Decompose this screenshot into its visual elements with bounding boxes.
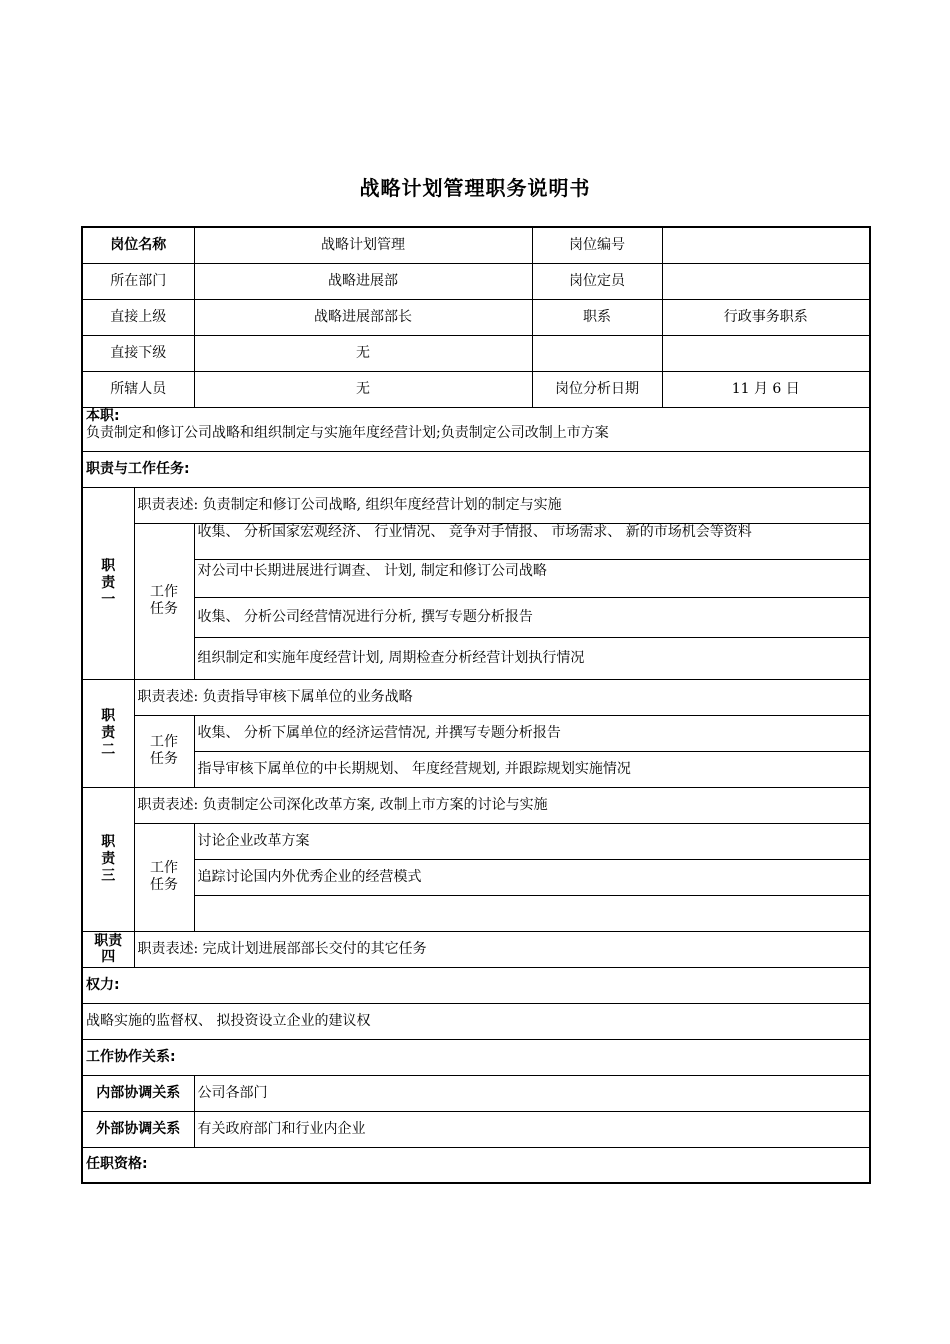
duty-2-task-2: 指导审核下属单位的中长期规划、 年度经营规划, 并跟踪规划实施情况 [194, 751, 870, 787]
duty-3-task-2: 追踪讨论国内外优秀企业的经营模式 [194, 859, 870, 895]
duty-1-task-label [134, 523, 194, 679]
position-code-label: 岗位编号 [532, 227, 662, 263]
duty-3-task-1: 讨论企业改革方案 [194, 823, 870, 859]
position-code-value [662, 227, 870, 263]
duty-2-label [82, 679, 134, 787]
qualification-heading: 任职资格: [82, 1147, 870, 1183]
duty-3-statement: 职责表述: 负责制定公司深化改革方案, 改制上市方案的讨论与实施 [134, 787, 870, 823]
empty-label-cell [532, 335, 662, 371]
duties-heading-row [82, 451, 870, 487]
authority-row [82, 1003, 870, 1039]
duty-4-row [82, 931, 870, 967]
duties-heading: 职责与工作任务: [82, 451, 870, 487]
internal-cooperation-value: 公司各部门 [194, 1075, 870, 1111]
duty-1-label-text: 职责一 [101, 557, 116, 608]
analysis-date-label: 岗位分析日期 [532, 371, 662, 407]
job-family-value: 行政事务职系 [662, 299, 870, 335]
duty-2-task-row [82, 715, 870, 751]
headcount-value [662, 263, 870, 299]
subordinate-value: 无 [194, 335, 532, 371]
duty-3-label [82, 787, 134, 931]
duty-2-task-1: 收集、 分析下属单位的经济运营情况, 并撰写专题分析报告 [194, 715, 870, 751]
duty-1-task-2: 对公司中长期进展进行调查、 计划, 制定和修订公司战略 [194, 559, 870, 597]
duty-3-task-row [82, 895, 870, 931]
empty-value-cell [662, 335, 870, 371]
duty-4-statement: 职责表述: 完成计划进展部部长交付的其它任务 [134, 931, 870, 967]
superior-label: 直接上级 [82, 299, 194, 335]
position-name-label: 岗位名称 [82, 227, 194, 263]
headcount-label: 岗位定员 [532, 263, 662, 299]
external-cooperation-row [82, 1111, 870, 1147]
duty-1-statement: 职责表述: 负责制定和修订公司战略, 组织年度经营计划的制定与实施 [134, 487, 870, 523]
document-title: 战略计划管理职务说明书 [359, 176, 591, 200]
external-cooperation-value: 有关政府部门和行业内企业 [194, 1111, 870, 1147]
subordinate-label: 直接下级 [82, 335, 194, 371]
duty-1-task-row [82, 523, 870, 559]
external-cooperation-label: 外部协调关系 [82, 1111, 194, 1147]
internal-cooperation-label: 内部协调关系 [82, 1075, 194, 1111]
duty-1-task-row [82, 597, 870, 637]
authority-heading-row [82, 967, 870, 1003]
department-value: 战略进展部 [194, 263, 532, 299]
basic-row-department [82, 263, 870, 299]
duty-3-task-row [82, 859, 870, 895]
basic-row-staff [82, 371, 870, 407]
duty-3-task-label [134, 823, 194, 931]
basic-row-subordinate [82, 335, 870, 371]
superior-value: 战略进展部部长 [194, 299, 532, 335]
duty-2-statement-row [82, 679, 870, 715]
duty-3-statement-row [82, 787, 870, 823]
staff-value: 无 [194, 371, 532, 407]
benzhi-text: 负责制定和修订公司战略和组织制定与实施年度经营计划;负责制定公司改制上市方案 [86, 424, 609, 441]
authority-heading: 权力: [82, 967, 870, 1003]
position-name-value: 战略计划管理 [194, 227, 532, 263]
internal-cooperation-row [82, 1075, 870, 1111]
duty-4-label [82, 931, 134, 967]
duty-2-task-row [82, 751, 870, 787]
authority-text: 战略实施的监督权、 拟投资设立企业的建议权 [82, 1003, 870, 1039]
duty-3-task-row [82, 823, 870, 859]
duty-3-label-text: 职责三 [101, 833, 116, 884]
department-label: 所在部门 [82, 263, 194, 299]
benzhi-cell [82, 407, 870, 451]
staff-label: 所辖人员 [82, 371, 194, 407]
job-description-table [81, 226, 871, 1184]
duty-1-task-row [82, 559, 870, 597]
duty-2-task-label-text: 工作任务 [150, 734, 178, 767]
duty-1-task-row [82, 637, 870, 679]
duty-1-task-1: 收集、 分析国家宏观经济、 行业情况、 竞争对手情报、 市场需求、 新的市场机会等资料 [194, 523, 870, 559]
duty-3-task-label-text: 工作任务 [150, 860, 178, 893]
duty-2-statement: 职责表述: 负责指导审核下属单位的业务战略 [134, 679, 870, 715]
qualification-heading-row [82, 1147, 870, 1183]
cooperation-heading-row [82, 1039, 870, 1075]
duty-1-task-3: 收集、 分析公司经营情况进行分析, 撰写专题分析报告 [194, 597, 870, 637]
duty-3-task-3 [194, 895, 870, 931]
duty-1-task-4: 组织制定和实施年度经营计划, 周期检查分析经营计划执行情况 [194, 637, 870, 679]
duty-4-label-text: 职责四 [94, 932, 123, 965]
basic-row-superior [82, 299, 870, 335]
cooperation-heading: 工作协作关系: [82, 1039, 870, 1075]
duty-2-label-text: 职责二 [101, 707, 116, 758]
benzhi-heading: 本职: [86, 407, 120, 424]
duty-1-label [82, 487, 134, 679]
benzhi-row [82, 407, 870, 451]
basic-row-position-name [82, 227, 870, 263]
duty-2-task-label [134, 715, 194, 787]
duty-1-task-label-text: 工作任务 [150, 584, 178, 617]
job-family-label: 职系 [532, 299, 662, 335]
duty-1-statement-row [82, 487, 870, 523]
analysis-date-value: 11 月 6 日 [662, 371, 870, 407]
